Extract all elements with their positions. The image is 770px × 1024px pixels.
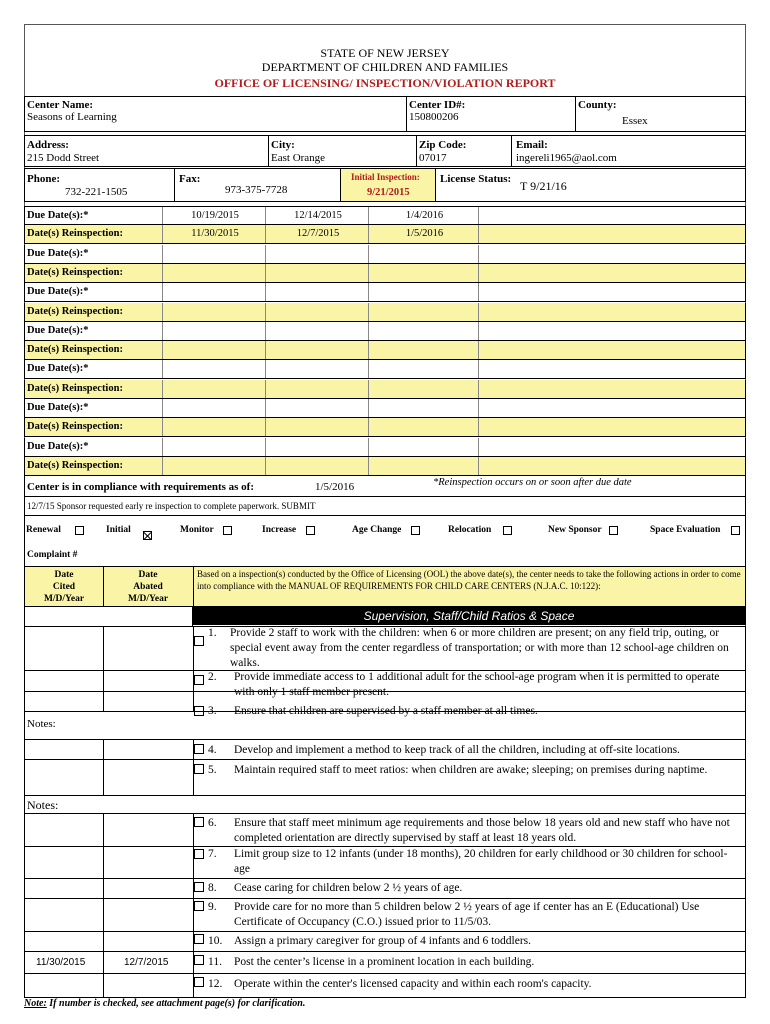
date-spare-cell[interactable] xyxy=(479,303,747,321)
due-date-cell[interactable] xyxy=(266,245,369,263)
type-relocation-checkbox[interactable] xyxy=(503,526,512,535)
due-date-cell[interactable] xyxy=(369,322,479,340)
item-number: 1. xyxy=(208,627,217,639)
remark-text: 12/7/15 Sponsor requested early re inspection to complete paperwork. SUBMIT xyxy=(27,501,316,511)
due-date-cell[interactable]: 1/4/2016 xyxy=(369,207,479,224)
due-date-row xyxy=(24,322,746,341)
due-date-row xyxy=(24,399,746,418)
due-date-label: Due Date(s):* xyxy=(25,245,163,263)
cited-date-value: 11/30/2015 xyxy=(36,957,86,968)
reinspection-date-cell[interactable] xyxy=(369,264,479,282)
reinspection-date-cell[interactable] xyxy=(163,457,266,475)
reinspection-date-cell[interactable] xyxy=(163,380,266,398)
section-title: Supervision, Staff/Child Ratios & Space xyxy=(192,607,746,625)
reinspection-date-cell[interactable] xyxy=(163,303,266,321)
county-label: County: xyxy=(578,99,617,111)
email-value: ingereli1965@aol.com xyxy=(516,152,617,164)
due-date-cell[interactable] xyxy=(266,360,369,378)
cited-date-cell[interactable] xyxy=(25,847,104,878)
reinspection-date-cell[interactable]: 1/5/2016 xyxy=(369,225,479,243)
cited-date-cell[interactable] xyxy=(25,692,104,711)
type-renewal-label: Renewal xyxy=(26,525,61,535)
due-date-cell[interactable] xyxy=(369,438,479,456)
due-date-label: Due Date(s):* xyxy=(25,283,163,301)
type-space-evaluation-checkbox[interactable] xyxy=(731,526,740,535)
item-11-checkbox[interactable] xyxy=(194,955,204,965)
due-date-cell[interactable] xyxy=(163,245,266,263)
reinspection-label: Date(s) Reinspection: xyxy=(25,264,163,282)
fax-value: 973-375-7728 xyxy=(225,184,288,196)
date-spare-cell[interactable] xyxy=(479,245,747,263)
abated-date-cell[interactable] xyxy=(103,671,194,691)
initial-inspection-label: Initial Inspection: xyxy=(351,172,420,182)
date-spare-cell[interactable] xyxy=(479,225,747,243)
item-text: Ensure that children are supervised by a staff member at all times. xyxy=(234,705,538,717)
item-text: Provide immediate access to 1 additional adult for the school-age program when it is permitted to operate with only 1 staff member present. xyxy=(234,671,720,698)
item-4-checkbox[interactable] xyxy=(194,744,204,754)
abated-date-cell[interactable] xyxy=(103,899,194,931)
item-text: Cease caring for children below 2 ½ years of age. xyxy=(234,882,463,894)
due-date-cell[interactable]: 10/19/2015 xyxy=(163,207,266,224)
phone-label: Phone: xyxy=(27,173,60,185)
reinspection-date-cell[interactable] xyxy=(163,341,266,359)
city-value: East Orange xyxy=(271,152,326,164)
compliance-date: 1/5/2016 xyxy=(315,481,355,493)
item-2-checkbox[interactable] xyxy=(194,675,204,685)
reinspection-date-cell[interactable] xyxy=(369,457,479,475)
initial-inspection-value: 9/21/2015 xyxy=(367,187,410,198)
cited-date-cell[interactable] xyxy=(25,879,104,898)
item-text: Provide care for no more than 5 children below 2 ½ years of age if center has an E (Educational) Use Certificate of Occupancy (C.O.) issued prior to 11/5/03. xyxy=(234,901,700,928)
address-label: Address: xyxy=(27,139,69,151)
item-9-checkbox[interactable] xyxy=(194,901,204,911)
item-10-checkbox[interactable] xyxy=(194,934,204,944)
item-number: 6. xyxy=(208,817,217,829)
reinspection-date-cell[interactable] xyxy=(369,418,479,436)
license-status-label: License Status: xyxy=(440,173,512,185)
center-id-value: 150800206 xyxy=(409,111,459,123)
city-label: City: xyxy=(271,139,295,151)
compliance-row xyxy=(24,475,746,497)
cited-header-line3: M/D/Year xyxy=(43,594,85,604)
reinspection-date-cell[interactable] xyxy=(369,341,479,359)
item-8-checkbox[interactable] xyxy=(194,882,204,892)
date-spare-cell[interactable] xyxy=(479,399,747,417)
abated-date-cell[interactable] xyxy=(103,879,194,898)
initial-inspection-box[interactable] xyxy=(340,168,436,202)
item-text: Develop and implement a method to keep track of all the children, including at off-site locations. xyxy=(234,744,680,756)
reinspection-date-cell[interactable] xyxy=(163,264,266,282)
reinspection-date-cell[interactable]: 11/30/2015 xyxy=(163,225,266,243)
date-spare-cell[interactable] xyxy=(479,341,747,359)
complaint-row[interactable] xyxy=(24,545,746,567)
reinspection-note: *Reinspection occurs on or soon after due date xyxy=(433,477,632,488)
type-initial-label: Initial xyxy=(106,525,131,535)
reinspection-date-row xyxy=(24,264,746,283)
type-relocation-label: Relocation xyxy=(448,525,492,535)
item-text: Post the center’s license in a prominent location in each building. xyxy=(234,956,535,968)
zip-box[interactable] xyxy=(416,135,512,167)
email-box[interactable] xyxy=(511,135,746,167)
center-id-box[interactable] xyxy=(406,96,576,132)
cited-date-cell[interactable] xyxy=(25,974,104,997)
reinspection-label: Date(s) Reinspection: xyxy=(25,303,163,321)
item-text: Maintain required staff to meet ratios: when children are awake; sleeping; on premises during naptime. xyxy=(234,764,708,776)
date-spare-cell[interactable] xyxy=(479,207,747,224)
zip-value: 07017 xyxy=(419,152,447,164)
header-department: DEPARTMENT OF CHILDREN AND FAMILIES xyxy=(261,60,509,74)
abated-date-cell[interactable] xyxy=(103,932,194,951)
footer-note xyxy=(24,998,305,1009)
abated-date-cell[interactable] xyxy=(103,692,194,711)
cited-date-cell[interactable] xyxy=(25,899,104,931)
date-spare-cell[interactable] xyxy=(479,438,747,456)
abated-date-cell[interactable] xyxy=(103,974,194,997)
abated-column-header xyxy=(103,567,194,606)
item-1-checkbox[interactable] xyxy=(194,636,204,646)
reinspection-label: Date(s) Reinspection: xyxy=(25,341,163,359)
due-date-row xyxy=(24,438,746,457)
due-date-cell[interactable] xyxy=(163,322,266,340)
center-name-value: Seasons of Learning xyxy=(27,111,117,123)
notes-label: Notes: xyxy=(27,718,56,730)
date-spare-cell[interactable] xyxy=(479,457,747,475)
reinspection-date-cell[interactable] xyxy=(369,380,479,398)
due-date-row xyxy=(24,283,746,302)
item-number: 5. xyxy=(208,764,217,776)
license-status-value: T 9/21/16 xyxy=(520,179,567,193)
item-number: 12. xyxy=(208,978,223,990)
item-5-checkbox[interactable] xyxy=(194,764,204,774)
center-id-label: Center ID#: xyxy=(409,99,466,111)
license-status-box[interactable] xyxy=(435,168,746,202)
reinspection-label: Date(s) Reinspection: xyxy=(25,225,163,243)
date-spare-cell[interactable] xyxy=(479,283,747,301)
type-space-evaluation-label: Space Evaluation xyxy=(650,525,721,535)
reinspection-date-cell[interactable] xyxy=(266,457,369,475)
center-name-box[interactable] xyxy=(24,96,407,132)
item-text: Assign a primary caregiver for group of 4 infants and 6 toddlers. xyxy=(234,935,532,947)
due-date-row xyxy=(24,360,746,379)
abated-header-line2: Abated xyxy=(133,582,163,592)
reinspection-date-cell[interactable] xyxy=(266,418,369,436)
remark-row[interactable] xyxy=(24,496,746,516)
date-spare-cell[interactable] xyxy=(479,322,747,340)
due-date-row xyxy=(24,245,746,264)
reinspection-date-cell[interactable]: 12/7/2015 xyxy=(266,225,369,243)
abated-header-line1: Date xyxy=(138,570,158,580)
instructions-text: Based on a inspection(s) conducted by the Office of Licensing (OOL) the above date(s), the center needs to take the following actions in order to come into compliance with the MANUAL OF REQUIREMENTS FOR CHILD CARE CENTERS (N.J.A.C. 10:122): xyxy=(197,569,741,591)
item-number: 4. xyxy=(208,744,217,756)
phone-box[interactable] xyxy=(24,168,175,202)
due-date-cell[interactable] xyxy=(163,399,266,417)
item-number: 2. xyxy=(208,671,217,683)
date-spare-cell[interactable] xyxy=(479,380,747,398)
type-initial-checkbox[interactable] xyxy=(143,531,152,540)
cited-header-line1: Date xyxy=(54,570,74,580)
cited-date-cell[interactable] xyxy=(25,740,104,759)
city-box[interactable] xyxy=(268,135,417,167)
cited-date-cell[interactable] xyxy=(25,760,104,795)
reinspection-date-cell[interactable] xyxy=(266,380,369,398)
due-date-label: Due Date(s):* xyxy=(25,438,163,456)
phone-value: 732-221-1505 xyxy=(65,186,128,198)
item-number: 3. xyxy=(208,705,217,717)
address-box[interactable] xyxy=(24,135,269,167)
item-text: Provide 2 staff to work with the children: when 6 or more children are present; on any field trip, outing, or special event away from the center regardless of transportation; or with more than 12 school-age children on walks. xyxy=(230,627,729,669)
due-date-cell[interactable]: 12/14/2015 xyxy=(266,207,369,224)
type-age-change-checkbox[interactable] xyxy=(411,526,420,535)
fax-box[interactable] xyxy=(174,168,341,202)
abated-date-value: 12/7/2015 xyxy=(124,957,169,968)
header-state: STATE OF NEW JERSEY xyxy=(320,46,450,60)
reinspection-date-row xyxy=(24,418,746,437)
cited-date-cell[interactable] xyxy=(25,671,104,691)
type-increase-label: Increase xyxy=(262,525,297,535)
type-age-change-label: Age Change xyxy=(352,525,402,535)
notes-row xyxy=(24,795,746,814)
cited-column-header xyxy=(25,567,104,606)
due-date-label: Due Date(s):* xyxy=(25,399,163,417)
item-number: 10. xyxy=(208,935,223,947)
section-band-left xyxy=(24,606,193,626)
date-spare-cell[interactable] xyxy=(479,360,747,378)
due-date-cell[interactable] xyxy=(163,283,266,301)
notes-label: Notes: xyxy=(27,798,59,812)
reinspection-date-row xyxy=(24,380,746,399)
cited-date-cell[interactable] xyxy=(25,814,104,846)
due-date-row xyxy=(24,206,746,225)
due-date-cell[interactable] xyxy=(266,438,369,456)
column-header-row xyxy=(24,566,746,607)
due-date-label: Due Date(s):* xyxy=(25,360,163,378)
zip-label: Zip Code: xyxy=(419,139,467,151)
center-name-label: Center Name: xyxy=(27,99,94,111)
footer-note-label: Note: xyxy=(24,998,47,1009)
reinspection-date-row xyxy=(24,225,746,244)
reinspection-date-cell[interactable] xyxy=(266,341,369,359)
reinspection-label: Date(s) Reinspection: xyxy=(25,380,163,398)
compliance-label: Center is in compliance with requirements as of: xyxy=(27,481,255,493)
reinspection-date-row xyxy=(24,457,746,476)
due-date-cell[interactable] xyxy=(369,245,479,263)
type-monitor-checkbox[interactable] xyxy=(223,526,232,535)
due-date-cell[interactable] xyxy=(369,399,479,417)
type-monitor-label: Monitor xyxy=(180,525,214,535)
reinspection-date-row xyxy=(24,341,746,360)
due-date-cell[interactable] xyxy=(369,360,479,378)
reinspection-date-cell[interactable] xyxy=(266,264,369,282)
item-12-checkbox[interactable] xyxy=(194,977,204,987)
abated-date-cell[interactable] xyxy=(103,627,194,670)
type-increase-checkbox[interactable] xyxy=(306,526,315,535)
reinspection-date-cell[interactable] xyxy=(369,303,479,321)
due-date-label: Due Date(s):* xyxy=(25,322,163,340)
due-date-label: Due Date(s):* xyxy=(25,207,163,224)
date-spare-cell[interactable] xyxy=(479,264,747,282)
reinspection-date-cell[interactable] xyxy=(266,303,369,321)
reinspection-date-cell[interactable] xyxy=(163,418,266,436)
due-date-cell[interactable] xyxy=(163,360,266,378)
due-date-cell[interactable] xyxy=(266,283,369,301)
abated-date-cell[interactable] xyxy=(103,760,194,795)
email-label: Email: xyxy=(516,139,548,151)
reinspection-date-row xyxy=(24,303,746,322)
item-7-checkbox[interactable] xyxy=(194,849,204,859)
due-date-cell[interactable] xyxy=(266,322,369,340)
item-number: 7. xyxy=(208,848,217,860)
type-new-sponsor-label: New Sponsor xyxy=(548,525,602,535)
item-number: 11. xyxy=(208,956,222,968)
item-6-checkbox[interactable] xyxy=(194,817,204,827)
cited-header-line2: Cited xyxy=(52,582,76,592)
address-value: 215 Dodd Street xyxy=(27,152,100,164)
reinspection-label: Date(s) Reinspection: xyxy=(25,418,163,436)
county-value: Essex xyxy=(622,115,648,127)
date-spare-cell[interactable] xyxy=(479,418,747,436)
item-3-checkbox[interactable] xyxy=(194,706,204,716)
cited-date-cell[interactable] xyxy=(25,627,104,670)
due-date-cell[interactable] xyxy=(163,438,266,456)
item-text: Limit group size to 12 infants (under 18 months), 20 children for early childhood or 30 children for school-age xyxy=(234,848,728,875)
item-text: Operate within the center's licensed capacity and within each room's capacity. xyxy=(234,978,592,990)
type-new-sponsor-checkbox[interactable] xyxy=(609,526,618,535)
fax-label: Fax: xyxy=(179,173,201,185)
item-number: 9. xyxy=(208,901,217,913)
abated-date-cell[interactable] xyxy=(103,740,194,759)
item-number: 8. xyxy=(208,882,217,894)
abated-date-cell[interactable] xyxy=(103,847,194,878)
due-date-cell[interactable] xyxy=(369,283,479,301)
abated-date-cell[interactable] xyxy=(103,814,194,846)
complaint-label: Complaint # xyxy=(27,550,78,560)
footer-note-text: If number is checked, see attachment page(s) for clarification. xyxy=(46,998,306,1009)
county-box[interactable] xyxy=(575,96,746,132)
item-text: Ensure that staff meet minimum age requirements and those below 18 years old and new staff who have not completed orientation are directly supervised by staff at least 18 years old. xyxy=(234,817,730,844)
due-date-cell[interactable] xyxy=(266,399,369,417)
abated-header-line3: M/D/Year xyxy=(127,594,169,604)
header-report-title: OFFICE OF LICENSING/ INSPECTION/VIOLATION REPORT xyxy=(214,76,556,90)
cited-date-cell[interactable] xyxy=(25,932,104,951)
reinspection-label: Date(s) Reinspection: xyxy=(25,457,163,475)
type-renewal-checkbox[interactable] xyxy=(75,526,84,535)
